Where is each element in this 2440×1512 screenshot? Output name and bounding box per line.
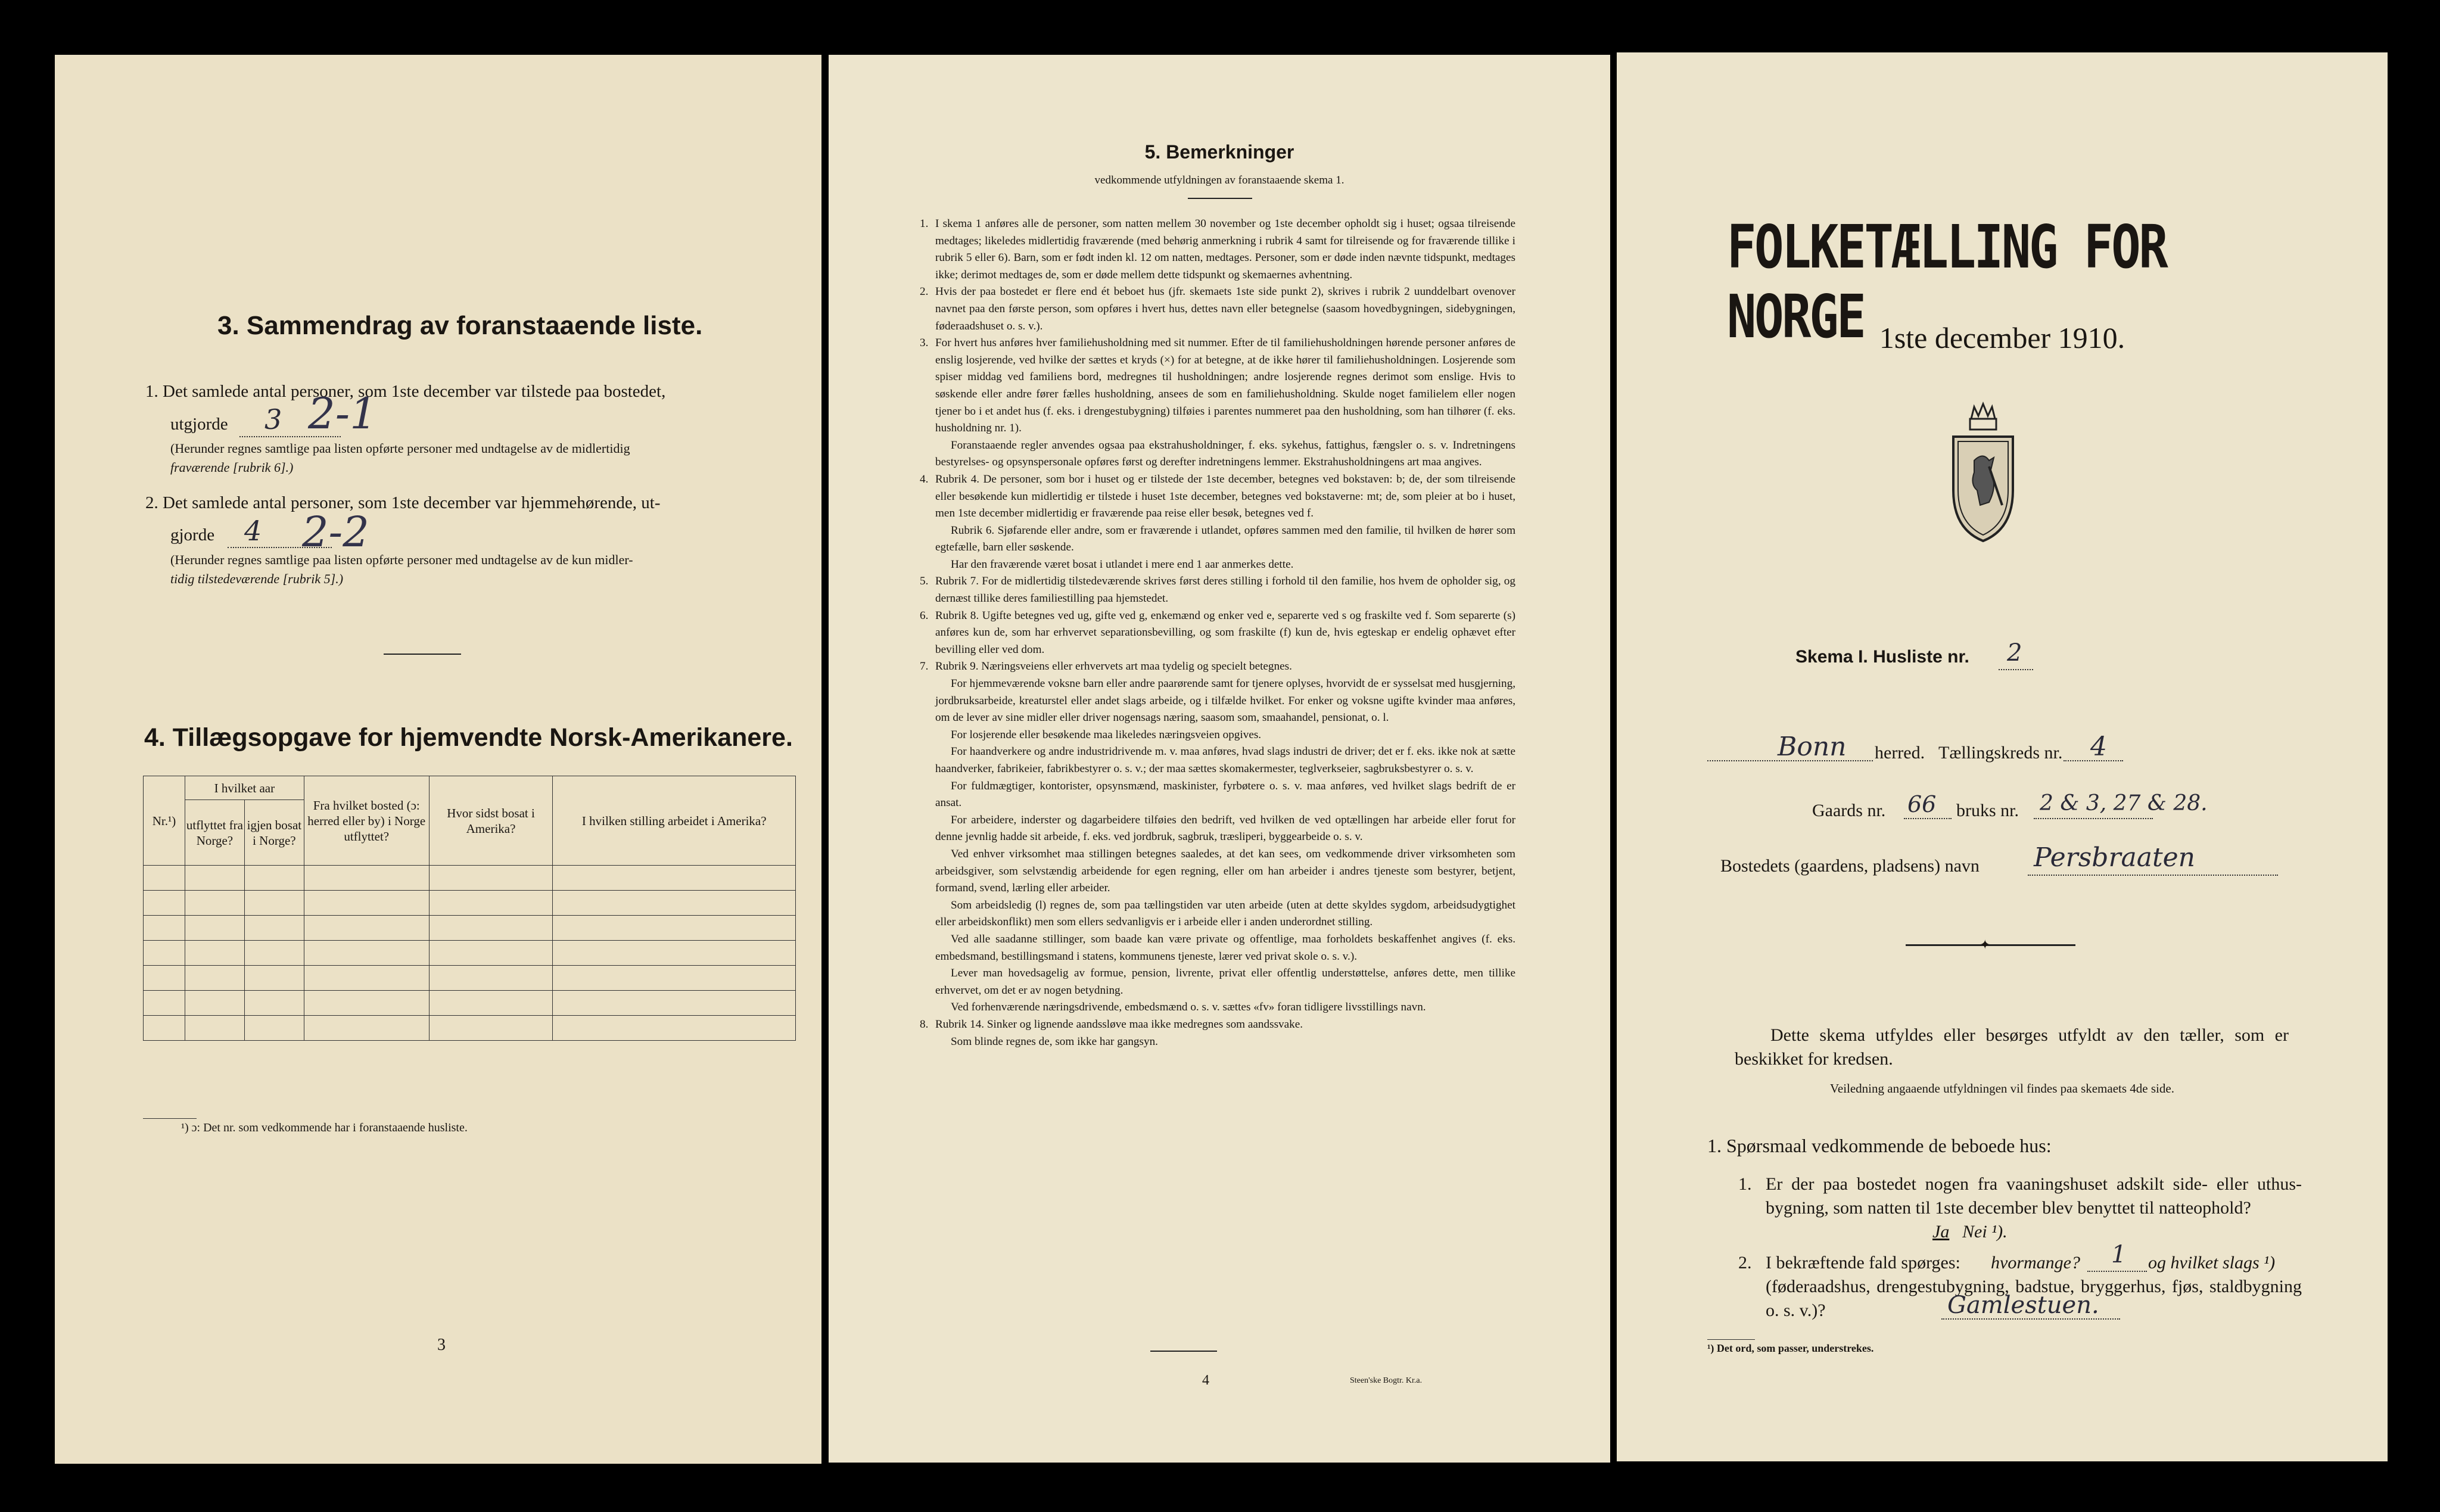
remark-number: 1. — [920, 217, 929, 230]
page-1 — [1617, 52, 2388, 1461]
col-returned: igjen bosat i Norge? — [244, 800, 304, 866]
remark-text: Har den fraværende været bosat i utlandet i mere end 1 aar anmerkes dette. — [951, 558, 1294, 571]
remark-item — [920, 778, 1515, 812]
remark-text: For fuldmægtiger, kontorister, opsynsmænd, maskinister, fyrbøtere o. s. v. maa anføres, ved hvilket slags bedrift de er ansat. — [935, 779, 1515, 810]
remark-item — [920, 471, 1515, 522]
item2-note-b: tidig tilstedeværende [rubrik 5].) — [170, 571, 344, 586]
remark-text: Som arbeidsledig (l) regnes de, som paa tællingstiden var uten arbeide (uten at dette skyldes sygdom, arbeidsudygtighet eller arbeidskonflikt) men som ellers sedvanligvis er i arbeide eller i anden underordnet stilling. — [935, 898, 1515, 929]
remark-text: For losjerende eller besøkende maa likeledes næringsveien opgives. — [951, 728, 1262, 741]
item2-value: 4 — [244, 515, 262, 547]
remark-text: Rubrik 7. For de midlertidig tilstedeværende skrives først deres stilling i forhold til den familie, hos hvem de opholder sig, og dernæst tillike deres familiestilling paa hjemstedet. — [935, 575, 1515, 605]
remark-item — [920, 216, 1515, 284]
remark-text: I skema 1 anføres alle de personer, som natten mellem 30 november og 1ste december opholdt sig i huset; ogsaa tilreisende medtages; likeledes midlertidig fraværende (med behørig anmerkning i rubrik 4 samt for tilreisende og for fraværende tillike i rubrik 5 eller 6). Barn, som er født inden kl. 12 om natten, medtages. Personer, som er døde inden nævnte tidspunkt, medtages ikke; derimot medtages de, som er døde mellem dette tidspunkt og skemaernes avhentning. — [935, 217, 1515, 281]
census-date: 1ste december 1910. — [1879, 321, 2125, 354]
col-year-group: I hvilket aar — [185, 776, 304, 800]
remark-item — [920, 658, 1515, 676]
remark-item — [920, 999, 1515, 1016]
norsk-amerikanere-table — [143, 776, 796, 1041]
krets-label: Tællingskreds nr. — [1938, 743, 2063, 763]
remark-item — [920, 556, 1515, 574]
remark-item — [920, 931, 1515, 965]
page-title: FOLKETÆLLING FOR NORGE — [1727, 212, 2167, 351]
remark-number: 4. — [920, 472, 929, 486]
husliste-number: 2 — [2007, 639, 2022, 667]
remark-text: Hvis der paa bostedet er flere end ét beboet hus (jfr. skemaets 1ste side punkt 2), skrives i rubrik 2 uunddelbart ovenover navnet paa den første person, som opføres i hvert hus, dettes navn eller betegnelse (saasom hovedbygningen, sidebygningen, føderaadshuset o. s. v.). — [935, 285, 1515, 332]
remark-item — [920, 573, 1515, 607]
remark-text: For hjemmeværende voksne barn eller andre paarørende samt for tjenere oplyses, hvorvidt de er sysselsat med husgjerning, jordbruksarbeide, kreaturstel eller andet slags arbeide, og i tilfælde hvilket. For enker og voksne ugifte kvinder maa anføres, om de lever av sine midler eller driver nogensags næring, saasom som, smaahandel, pensionat, o. l. — [935, 677, 1515, 724]
remark-number: 5. — [920, 575, 929, 588]
item1-value: 3 — [264, 403, 282, 435]
remark-text: Foranstaaende regler anvendes ogsaa paa ekstrahusholdninger, f. eks. sykehus, fattighus, fængsler o. s. v. Indretningens bestyrelses- og opsynspersonale opføres først og derefter indretningens lemmer. Ekstrahusholdningens art maa angives. — [935, 438, 1515, 469]
col-occupation: I hvilken stilling arbeidet i Amerika? — [553, 776, 796, 866]
ornament-icon: ✦ — [1980, 937, 1991, 952]
q1-text: Er der paa bostedet nogen fra vaaningshuset adskilt side- eller uthus-bygning, som natten til 1ste december blev benyttet til natteophold? — [1766, 1174, 2302, 1218]
divider — [384, 654, 461, 655]
item1-note-b: fraværende [rubrik 6].) — [170, 460, 294, 475]
instructions-text: Dette skema utfyldes eller besørges utfyldt av den tæller, som er beskikket for kredsen. — [1735, 1025, 2289, 1069]
q2-og-hvilket: og hvilket slags ¹) — [2148, 1253, 2276, 1273]
remark-item — [920, 897, 1515, 931]
schema-label: Skema I. Husliste nr. — [1795, 647, 1969, 667]
q2-text-a: I bekræftende fald spørges: — [1766, 1253, 1960, 1273]
page-4 — [829, 55, 1610, 1463]
page-3 — [55, 55, 821, 1464]
gaards-label: Gaards nr. — [1812, 801, 1886, 820]
remark-item — [920, 743, 1515, 777]
remarks-heading: 5. Bemerkninger — [1144, 141, 1294, 163]
remark-text: Lever man hovedsagelig av formue, pension, livrente, privat eller offentlig understøttelse, anføres dette, men tillike erhvervet, om det er av nogen betydning. — [935, 967, 1515, 997]
herred-value: Bonn — [1778, 732, 1847, 762]
remarks-subheading: vedkommende utfyldningen av foranstaaende skema 1. — [1094, 174, 1345, 186]
remark-text: Rubrik 9. Næringsveiens eller erhvervets art maa tydelig og specielt betegnes. — [935, 660, 1292, 673]
remark-number: 2. — [920, 285, 929, 298]
col-nr: Nr.¹) — [144, 776, 185, 866]
page-number-4: 4 — [1202, 1373, 1209, 1388]
question-heading: 1. Spørsmaal vedkommende de beboede hus: — [1707, 1135, 2052, 1156]
remark-item — [920, 812, 1515, 846]
item1-note-a: (Herunder regnes samtlige paa listen opførte personer med undtagelse av de midlertidig — [170, 441, 630, 456]
remark-text: Rubrik 14. Sinker og lignende aandssløve maa ikke medregnes som aandssvake. — [935, 1018, 1303, 1031]
gaards-value: 66 — [1907, 791, 1937, 817]
item2-utgjorde: gjorde — [170, 525, 215, 545]
col-emigrated: utflyttet fra Norge? — [185, 800, 244, 866]
remark-item — [920, 284, 1515, 335]
item1-text: 1. Det samlede antal personer, som 1ste december var tilstede paa bostedet, — [145, 382, 666, 401]
remark-item — [920, 727, 1515, 744]
item2-text: 2. Det samlede antal personer, som 1ste december var hjemmehørende, ut- — [145, 493, 661, 512]
q1-number: 1. — [1738, 1174, 1752, 1194]
remark-item — [920, 608, 1515, 659]
bruks-label: bruks nr. — [1956, 801, 2019, 820]
section3-heading: 3. Sammendrag av foranstaaende liste. — [217, 311, 703, 340]
remark-number: 8. — [920, 1018, 929, 1031]
remark-text: For arbeidere, inderster og dagarbeidere tilføies den bedrift, ved hvilken de ved optællingen har arbeide eller forut for denne jevnlig hadde sit arbeide, f. eks. ved jordbruk, sagbruk, træsliperi, byggearbeide o. s. v. — [935, 813, 1515, 844]
remark-item — [920, 1016, 1515, 1034]
remark-number: 6. — [920, 609, 929, 622]
item1-utgjorde: utgjorde — [170, 415, 228, 434]
item1-handwritten: 2-1 — [308, 388, 377, 438]
q2-number: 2. — [1738, 1253, 1752, 1273]
herred-label: herred. — [1875, 743, 1925, 763]
item2-handwritten: 2-2 — [302, 508, 369, 556]
q2-hvormange: hvormange? — [1991, 1253, 2080, 1273]
krets-value: 4 — [2090, 732, 2107, 762]
remark-text: Ved alle saadanne stillinger, som baade kan være private og offentlige, maa forholdets beskaffenhet angives (f. eks. embedsmand, bestillingsmand i statens, kommunens tjeneste, lærer ved privat skole o. s. v.). — [935, 932, 1515, 963]
remark-text: Rubrik 8. Ugifte betegnes ved ug, gifte ved g, enkemænd og enker ved e, separerte ved s og fraskilte ved f. Som separerte (s) anføres kun de, som har erhvervet separationsbevilling, og som fraskilte (f) kun de, hvis egteskap er endelig ophævet efter bevilling eller ved dom. — [935, 609, 1515, 656]
section4-footnote: ¹) ɔ: Det nr. som vedkommende har i foranstaaende husliste. — [181, 1121, 468, 1134]
item2-note-a: (Herunder regnes samtlige paa listen opførte personer med undtagelse av de kun midler- — [170, 552, 633, 567]
remark-text: For haandverkere og andre industridrivende m. v. maa anføres, hvad slags industri de driver; det er f. eks. ikke nok at sætte haandverker, fabrikeier, fabrikbestyrer o. s. v.; der maa sættes skomakermester, teglverkseier, sagbruksbestyrer o. s. v. — [935, 745, 1515, 775]
remark-item — [920, 1034, 1515, 1051]
coat-of-arms-icon — [1947, 401, 2019, 544]
col-from-where: Fra hvilket bosted (ɔ: herred eller by) i Norge utflyttet? — [304, 776, 429, 866]
q2-answer: Gamlestuen. — [1947, 1292, 2099, 1319]
q2-text-b: (føderaadshus, drengestubygning, badstue, bryggerhus, fjøs, staldbygning o. s. v.)? — [1766, 1277, 2302, 1320]
section4-heading: 4. Tillægsopgave for hjemvendte Norsk-Amerikanere. — [144, 723, 793, 752]
remark-item — [920, 846, 1515, 897]
q1-answer-nei: Nei ¹). — [1962, 1222, 2008, 1242]
page-number-3: 3 — [437, 1336, 446, 1354]
bosted-label: Bostedets (gaardens, pladsens) navn — [1720, 856, 1980, 876]
remark-number: 7. — [920, 660, 929, 673]
remark-text: Ved forhenværende næringsdrivende, embedsmænd o. s. v. sættes «fv» foran tidligere livsstillings navn. — [951, 1001, 1426, 1014]
q1-answer-ja: Ja — [1932, 1222, 1950, 1242]
q2-hvormange-value: 1 — [2111, 1241, 2127, 1268]
remark-item — [920, 965, 1515, 999]
remark-text: For hvert hus anføres hver familiehusholdning med sit nummer. Efter de til familiehusholdningen hørende personer anføres de enslig losjerende, ved hvilke der sættes et kryds (×) for at betegne, at de ikke hører til familiehusholdningen. Losjerende som spiser middag ved familiens bord, medregnes til husholdningen; andre losjerende regnes derimot som enslige. Hvis to søskende eller andre fører fælles husholdning, ansees de som en familiehusholdning. Skulde noget familielem eller nogen tjener bo i et andet hus (f. eks. i drengestubygning) tilføies i parentes nummeret paa den husholdning, som han tilhører (f. eks. husholdning nr. 1). — [935, 337, 1515, 435]
remark-item — [920, 676, 1515, 727]
instructions-note: Veiledning angaaende utfyldningen vil findes paa skemaets 4de side. — [1830, 1081, 2174, 1096]
remarks-list — [920, 216, 1515, 1050]
remark-text: Rubrik 4. De personer, som bor i huset og er tilstede der 1ste december, betegnes ved bokstaven: b; de, der som tilreisende eller besøkende kun midlertidig er tilstede i huset 1ste december, betegnes ved bokstaverne: mt; de, som pleier at bo i huset, men 1ste december midlertidig er fraværende paa reise eller besøk, betegnes ved f. — [935, 472, 1515, 520]
remark-item — [920, 335, 1515, 437]
remark-text: Som blinde regnes de, som ikke har gangsyn. — [951, 1035, 1158, 1048]
remark-text: Ved enhver virksomhet maa stillingen betegnes saaledes, at det kan sees, om vedkommende driver virksomheten som arbeidsgiver, som selvstændig arbeidende for egen regning, eller om han arbeider i andres tjeneste som bestyrer, betjent, formand, svend, lærling eller arbeider. — [935, 847, 1515, 895]
remark-item — [920, 437, 1515, 471]
remark-number: 3. — [920, 337, 929, 350]
printer-mark: Steen'ske Bogtr. Kr.a. — [1350, 1376, 1423, 1385]
remark-item — [920, 522, 1515, 556]
col-last-residence: Hvor sidst bosat i Amerika? — [429, 776, 553, 866]
bruks-value: 2 & 3, 27 & 28. — [2040, 791, 2208, 816]
bosted-value: Persbraaten — [2034, 842, 2196, 873]
remark-text: Rubrik 6. Sjøfarende eller andre, som er fraværende i utlandet, opføres sammen med den familie, til hvilken de hører som egtefælle, barn eller søskende. — [935, 524, 1515, 554]
right-footnote: ¹) Det ord, som passer, understrekes. — [1707, 1342, 1874, 1354]
